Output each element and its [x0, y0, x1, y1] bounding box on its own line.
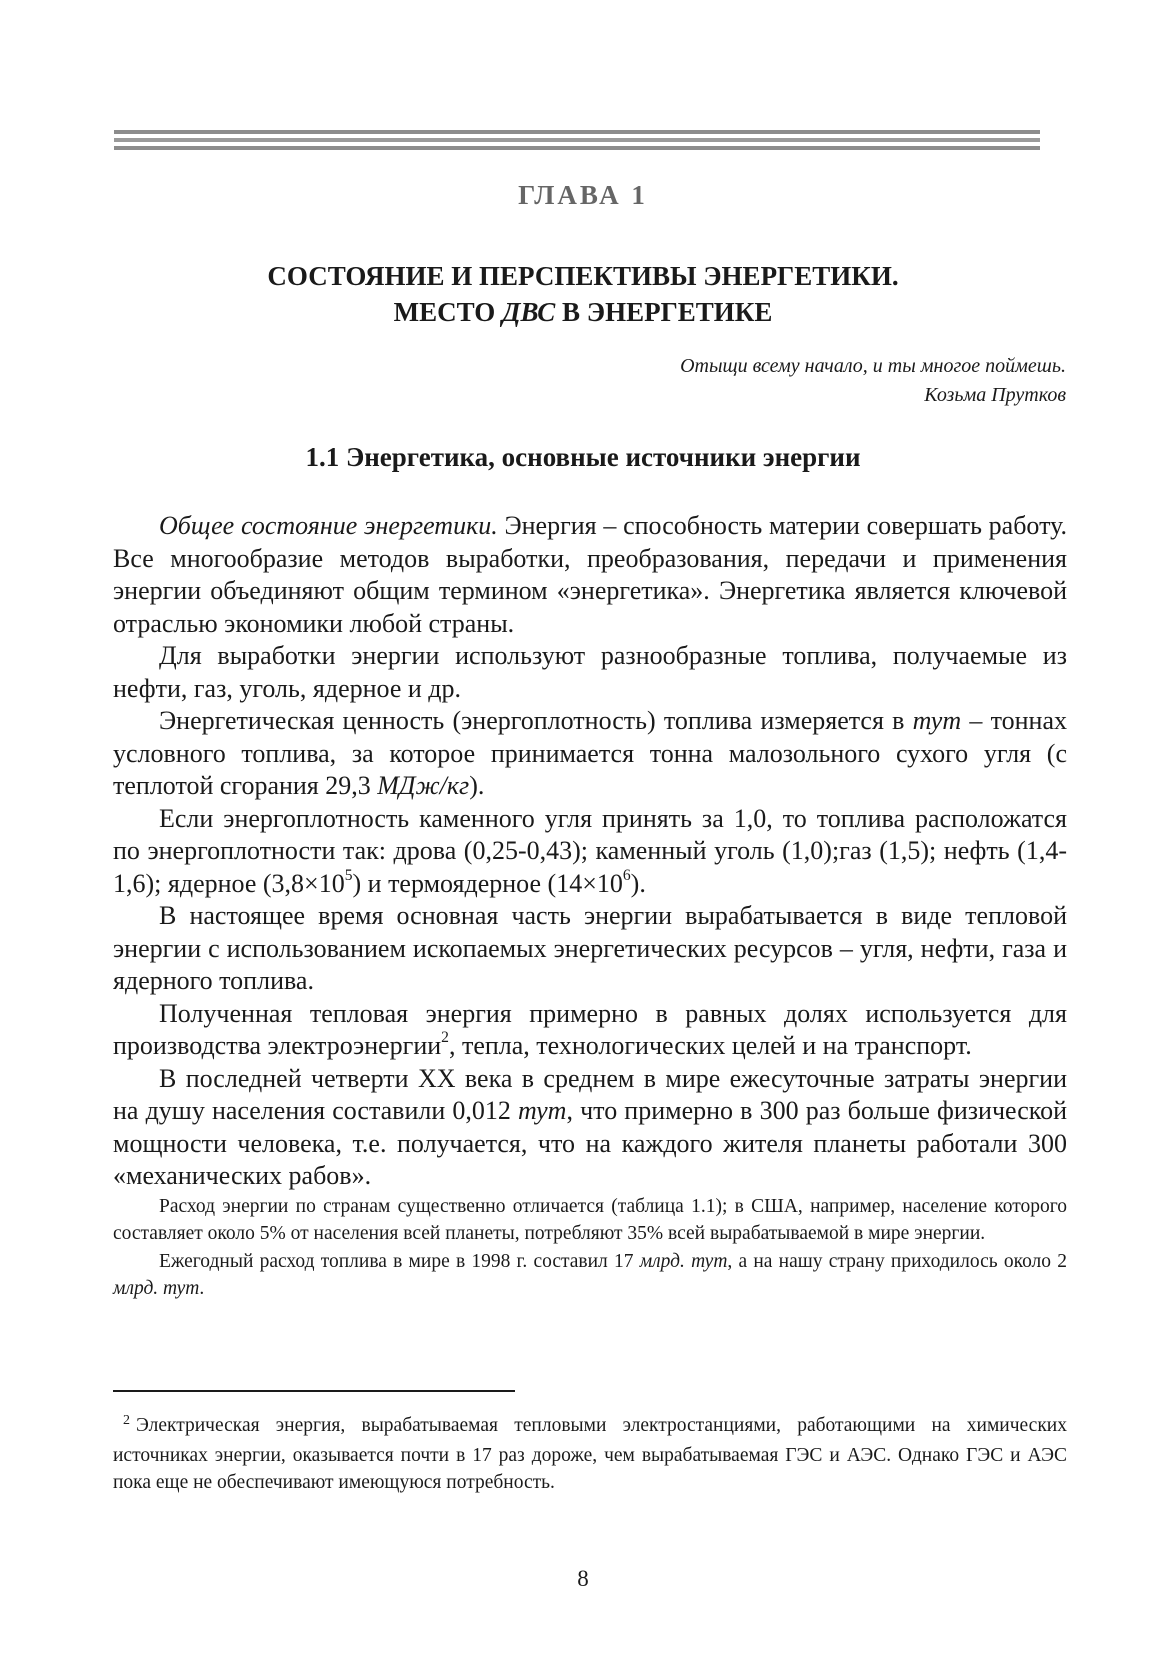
paragraph [113, 510, 1067, 640]
paragraph-emphasis: млрд. тут [639, 1250, 728, 1272]
chapter-label: ГЛАВА 1 [518, 180, 648, 210]
paragraph [113, 803, 1067, 901]
footnote [113, 1412, 1067, 1497]
header-rule [114, 130, 1040, 134]
paragraph [113, 998, 1067, 1063]
chapter-title [0, 258, 1166, 330]
small-paragraph [113, 1248, 1067, 1303]
epigraph-quote: Отыщи всему начало, и ты многое поймешь. [680, 355, 1066, 377]
paragraph-emphasis: тут [518, 1096, 567, 1125]
footnote-divider [113, 1390, 515, 1392]
footnote-mark: 2 [123, 1413, 130, 1428]
header-rule [114, 146, 1040, 150]
superscript: 6 [622, 866, 631, 884]
chapter-title-text: В ЭНЕРГЕТИКЕ [555, 297, 773, 327]
paragraph-text: , что примерно в 300 раз больше физической мощности человека, т.е. получается, что на каждого жителя планеты работали 300 «механических рабов». [113, 1096, 1068, 1190]
paragraph-emphasis: МДж/кг [377, 771, 470, 800]
chapter-title-text: МЕСТО [393, 297, 503, 327]
epigraph [680, 352, 1066, 410]
paragraph-text: Если энергоплотность каменного угля принять за 1,0, то топлива расположатся по энергоплотности так: дрова (0,25-0,43); каменный уголь (1,0);газ (1,5); нефть (1,4-1,6); ядерное (3,8×10 [113, 803, 1067, 898]
paragraph: В настоящее время основная часть энергии вырабатывается в виде тепловой энергии с использованием ископаемых энергетических ресурсов – угля, нефти, газа и ядерного топлива. [113, 901, 1067, 995]
paragraph [113, 705, 1067, 803]
paragraph-emphasis: тут [912, 706, 962, 735]
epigraph-author: Козьма Прутков [924, 384, 1066, 406]
paragraph-text: Энергия – способность материи совершать работу. Все многообразие методов выработки, преобразования, передачи и применения энергии объединяют общим термином «энергетика». Энергетика является ключевой отраслью экономики любой страны. [113, 511, 1068, 638]
chapter-title-line-1: СОСТОЯНИЕ И ПЕРСПЕКТИВЫ ЭНЕРГЕТИКИ. [267, 261, 899, 291]
paragraph-text: Ежегодный расход топлива в мире в 1998 г. составил 17 [159, 1250, 640, 1272]
footnote-reference[interactable]: 2 [441, 1029, 449, 1047]
paragraph-text: , а на нашу страну приходилось около 2 [727, 1250, 1067, 1272]
header-rules [114, 130, 1040, 154]
paragraph-text: ). [469, 771, 485, 800]
paragraph: Для выработки энергии используют разнообразные топлива, получаемые из нефти, газ, уголь, ядерное и др. [113, 641, 1067, 703]
header-rule [114, 138, 1040, 142]
page-number: 8 [577, 1566, 589, 1591]
paragraph-text: ) и термоядерное (14×10 [352, 868, 623, 898]
paragraph-text: – тоннах условного топлива, за которое принимается тонна малозольного сухого угля (с теплотой сгорания 29,3 [113, 706, 1067, 800]
superscript: 5 [344, 866, 353, 884]
paragraph-text: В последней четверти XX века в среднем в мире ежесуточные затраты энергии на душу населения составили 0,012 [113, 1063, 1067, 1125]
chapter-title-line-2 [0, 294, 1166, 330]
small-paragraph: Расход энергии по странам существенно отличается (таблица 1.1); в США, например, население которого составляет около 5% от населения всей планеты, потребляют 35% всей вырабатываемой в мире энергии. [113, 1195, 1067, 1244]
paragraph [113, 1063, 1067, 1193]
paragraph-text: Энергетическая ценность (энергоплотность) топлива измеряется в [159, 706, 913, 735]
paragraph-text: Полученная тепловая энергия примерно в равных долях используется для производства электроэнергии [113, 998, 1067, 1060]
footnote-text: Электрическая энергия, вырабатываемая тепловыми электростанциями, работающими на химических источниках энергии, оказывается почти в 17 раз дороже, чем вырабатываемая ГЭС и АЭС. Однако ГЭС и АЭС пока еще не обеспечивают имеющуюся потребность. [113, 1415, 1067, 1493]
paragraph-emphasis: млрд. тут [113, 1278, 200, 1299]
section-title: 1.1 Энергетика, основные источники энергии [305, 442, 861, 472]
body-text [113, 510, 1067, 1303]
paragraph-text: . [199, 1278, 205, 1299]
chapter-title-emphasis: ДВС [502, 297, 556, 327]
paragraph-text: ). [630, 868, 646, 898]
paragraph-emphasis: Общее состояние энергетики. [159, 511, 498, 540]
paragraph-text: , тепла, технологических целей и на транспорт. [448, 1031, 972, 1060]
